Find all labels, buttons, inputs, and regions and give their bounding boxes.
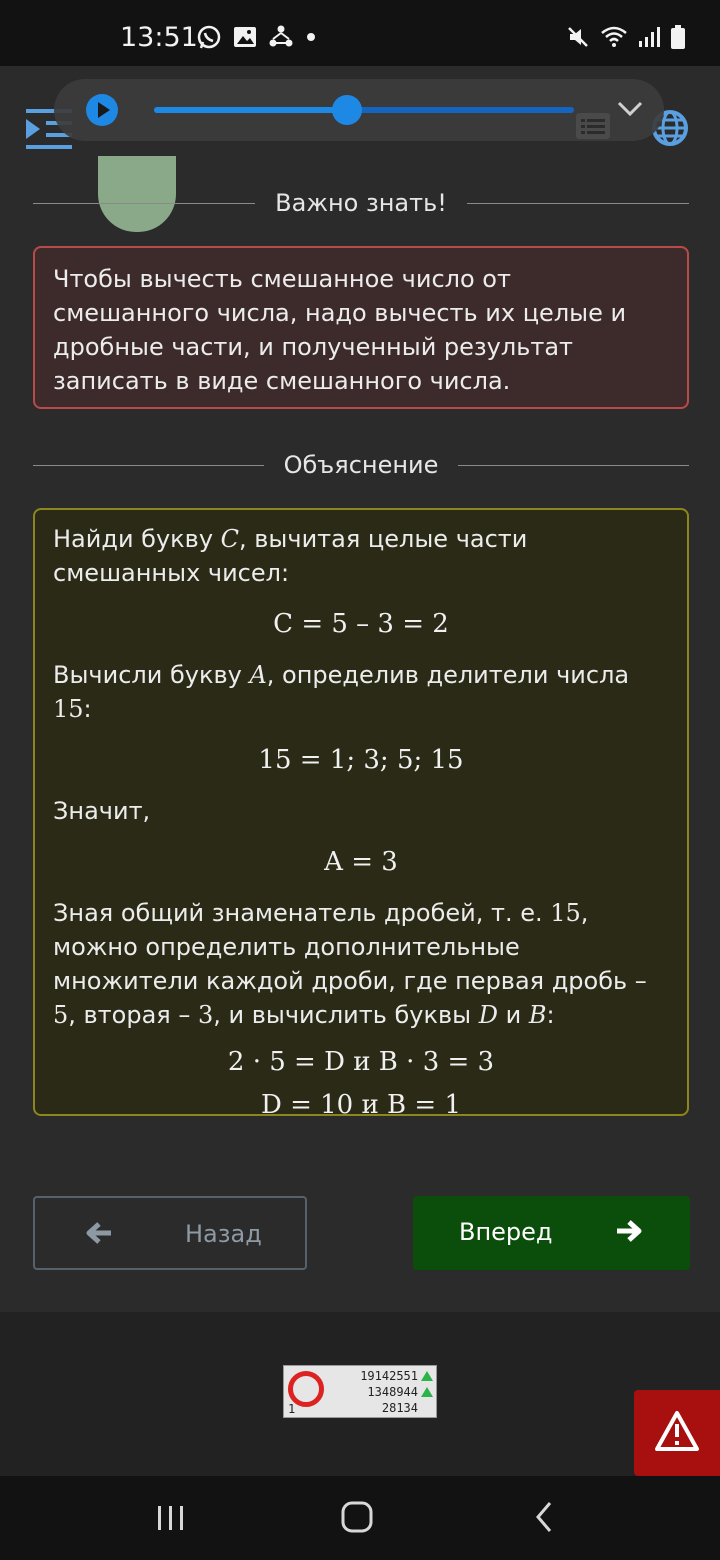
up-triangle-icon — [421, 1371, 433, 1381]
mute-icon — [566, 25, 590, 49]
explanation-card — [33, 508, 689, 1120]
math-number: 15 — [53, 695, 84, 723]
counter-line-3: 28134 — [381, 1401, 418, 1415]
text: Зная общий знаменатель дробей, т. е. — [53, 899, 551, 927]
audio-progress-fill — [154, 107, 347, 113]
divider — [467, 203, 689, 204]
home-icon[interactable] — [340, 1500, 374, 1534]
formula-divisors: 15 = 1; 3; 5; 15 — [258, 745, 464, 775]
text: : — [546, 1001, 555, 1029]
report-problem-button[interactable] — [634, 1390, 720, 1476]
formula-a: A = 3 — [324, 847, 398, 877]
wifi-icon — [600, 25, 628, 49]
audio-player — [54, 79, 664, 141]
text: и — [497, 1001, 529, 1029]
battery-icon — [670, 24, 686, 50]
top-toolbar — [0, 66, 720, 180]
up-triangle-icon — [421, 1387, 433, 1397]
math-variable: B — [528, 1001, 547, 1029]
counter-line-1: 19142551 — [360, 1369, 418, 1383]
back-button[interactable] — [33, 1196, 307, 1270]
divider — [458, 465, 689, 466]
important-text: Чтобы вычесть смешанное число от смешанного числа, надо вычесть их целые и дробные части, и полученный результат записать в виде смешанного числа. — [53, 265, 627, 395]
important-section-header — [33, 185, 689, 221]
whatsapp-icon — [196, 24, 222, 50]
counter-line-2: 1348944 — [367, 1385, 418, 1399]
explanation-section-header — [33, 447, 689, 483]
sync-icon — [268, 24, 294, 50]
chevron-down-icon[interactable] — [616, 99, 644, 119]
divider — [33, 203, 255, 204]
system-nav-bar — [0, 1476, 720, 1560]
important-card — [33, 246, 689, 409]
explanation-title: Объяснение — [283, 451, 439, 479]
dot-icon — [304, 30, 318, 44]
list-icon[interactable] — [576, 113, 610, 139]
explanation-paragraph-2 — [53, 658, 669, 726]
important-title: Важно знать! — [275, 189, 447, 217]
warning-icon — [654, 1410, 700, 1452]
text: , определив делители числа — [266, 661, 630, 689]
signal-icon — [638, 25, 660, 49]
divider — [33, 465, 264, 466]
next-button[interactable] — [413, 1196, 690, 1270]
math-number: 3 — [197, 1001, 214, 1029]
explanation-paragraph-1 — [53, 522, 669, 590]
status-left-icons — [196, 24, 318, 50]
gallery-icon — [232, 25, 258, 49]
math-variable: A — [249, 661, 267, 689]
status-right-icons — [566, 24, 686, 50]
explanation-paragraph-3: Значит, — [53, 797, 151, 825]
arrow-left-icon — [85, 1220, 113, 1246]
text: : — [83, 695, 92, 723]
math-variable: C — [220, 525, 240, 553]
play-button[interactable] — [86, 94, 118, 126]
formula-c: C = 5 – 3 = 2 — [273, 609, 449, 639]
text: , вычитая целые части смешанных чисел: — [53, 525, 528, 587]
status-time: 13:51 — [120, 22, 198, 53]
back-button-label: Назад — [185, 1220, 262, 1248]
explanation-paragraph-4 — [53, 896, 669, 1032]
formula-result: D = 10 и B = 1 — [260, 1090, 462, 1120]
counter-rank: 1 — [288, 1402, 296, 1416]
text: Найди букву — [53, 525, 221, 553]
text: , и вычислить буквы — [213, 1001, 479, 1029]
formula-d-b: 2 · 5 = D и B · 3 = 3 — [227, 1047, 495, 1077]
footer-area — [0, 1312, 720, 1476]
back-nav-icon[interactable] — [534, 1500, 554, 1534]
math-number: 5 — [53, 1001, 69, 1029]
audio-progress-thumb[interactable] — [332, 95, 362, 125]
text: , вторая – — [68, 1001, 198, 1029]
text: , можно определить дополнительные множители каждой дроби, где первая дробь – — [53, 899, 647, 995]
math-variable: D — [478, 1001, 498, 1029]
arrow-right-icon — [615, 1218, 643, 1244]
text: Вычисли букву — [53, 661, 250, 689]
audio-progress-track[interactable] — [154, 107, 574, 113]
visit-counter[interactable] — [283, 1365, 437, 1418]
recent-apps-icon[interactable] — [156, 1504, 186, 1532]
next-button-label: Вперед — [459, 1218, 553, 1246]
math-number: 15 — [550, 899, 581, 927]
status-bar — [0, 0, 720, 66]
